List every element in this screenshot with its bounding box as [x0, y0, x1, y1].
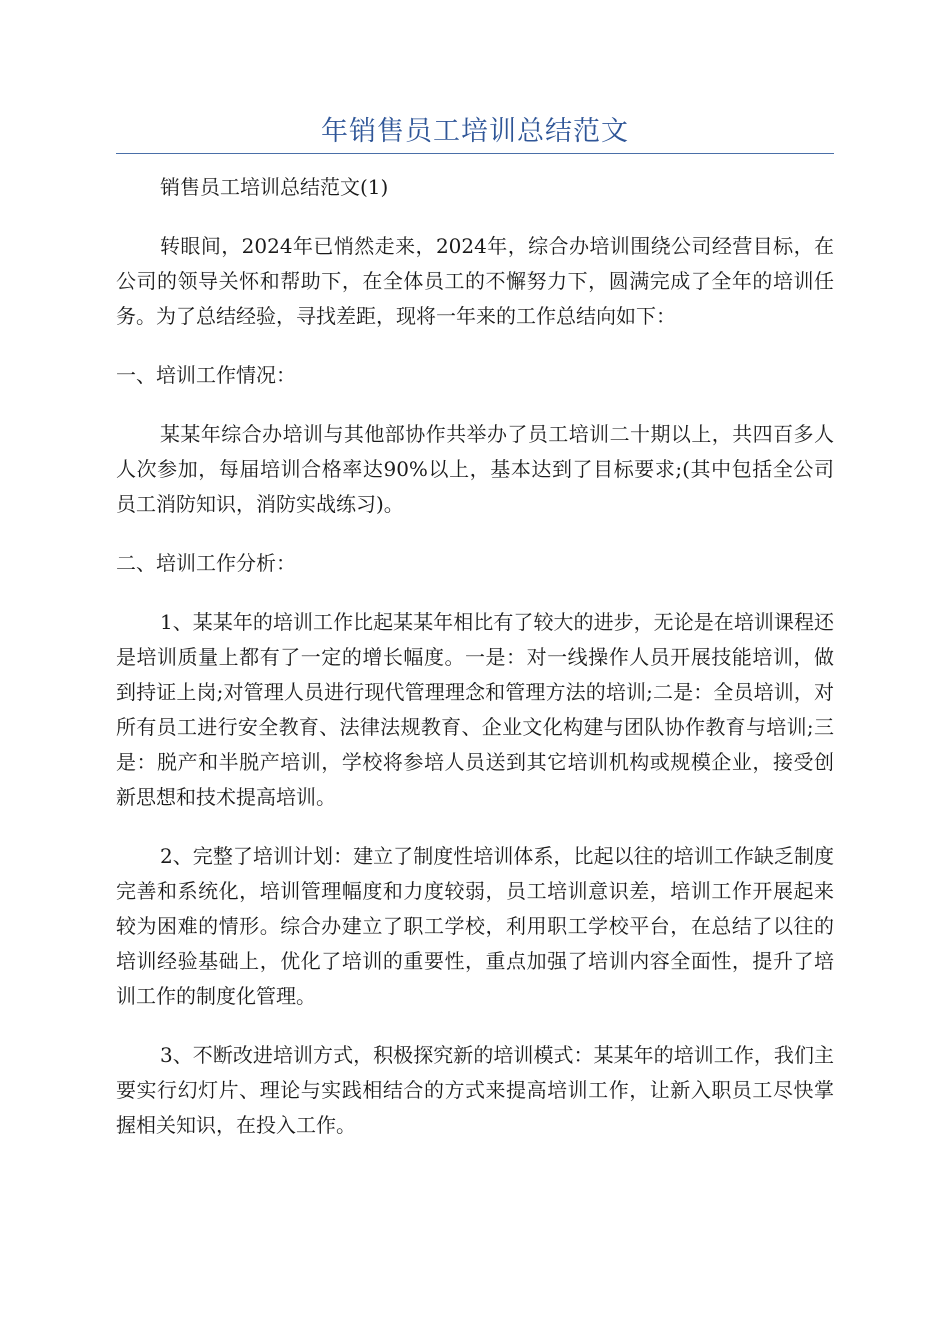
paragraph-analysis-2: 2、完整了培训计划：建立了制度性培训体系，比起以往的培训工作缺乏制度完善和系统化，培训管理幅度和力度较弱，员工培训意识差，培训工作开展起来较为困难的情形。综合办建立了职工学校，利用职工学校平台，在总结了以往的培训经验基础上，优化了培训的重要性，重点加强了培训内容全面性，提升了培训工作的制度化管理。	[116, 844, 834, 1008]
paragraph-analysis-1: 1、某某年的培训工作比起某某年相比有了较大的进步，无论是在培训课程还是培训质量上都有了一定的增长幅度。一是：对一线操作人员开展技能培训，做到持证上岗;对管理人员进行现代管理理念和管理方法的培训;二是：全员培训，对所有员工进行安全教育、法律法规教育、企业文化构建与团队协作教育与培训;三是：脱产和半脱产培训，学校将参培人员送到其它培训机构或规模企业，接受创新思想和技术提高培训。	[116, 610, 834, 809]
paragraph-analysis-3: 3、不断改进培训方式，积极探究新的培训模式：某某年的培训工作，我们主要实行幻灯片、理论与实践相结合的方式来提高培训工作，让新入职员工尽快掌握相关知识，在投入工作。	[116, 1043, 834, 1137]
heading-training-status: 一、培训工作情况：	[116, 363, 296, 387]
heading-training-analysis: 二、培训工作分析：	[116, 551, 296, 575]
title-underline	[116, 153, 834, 154]
document-title: 年销售员工培训总结范文	[321, 116, 629, 147]
paragraph-training-status: 某某年综合办培训与其他部协作共举办了员工培训二十期以上，共四百多人人次参加，每届培训合格率达90%以上，基本达到了目标要求;(其中包括全公司员工消防知识，消防实战练习)。	[116, 422, 834, 516]
paragraph-intro: 转眼间，2024年已悄然走来，2024年，综合办培训围绕公司经营目标，在公司的领导关怀和帮助下，在全体员工的不懈努力下，圆满完成了全年的培训任务。为了总结经验，寻找差距，现将一年来的工作总结向如下：	[116, 234, 834, 328]
document-body	[116, 170, 834, 1167]
section-subtitle: 销售员工培训总结范文(1)	[160, 175, 389, 199]
